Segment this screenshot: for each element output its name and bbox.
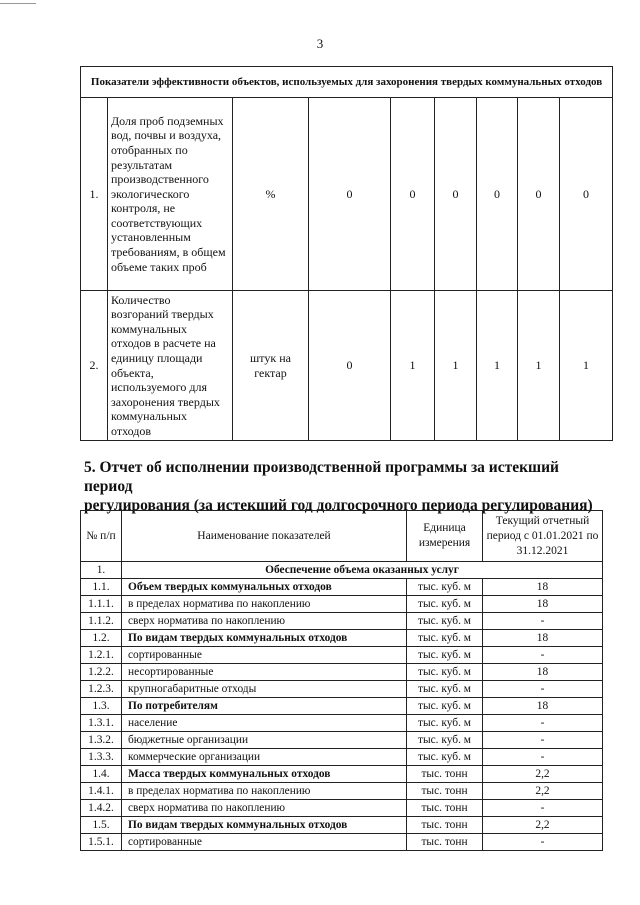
row-number: 1.3.2. [81,732,122,749]
row-number: 1.4.1. [81,783,122,800]
indicator-value: 1 [477,291,518,441]
indicator-unit: тыс. куб. м [407,613,483,630]
table-row [81,630,603,647]
indicator-value: 18 [483,698,603,715]
indicator-name: Масса твердых коммунальных отходов [122,766,407,783]
indicator-name: бюджетные организации [122,732,407,749]
table-row [81,715,603,732]
header-number: № п/п [81,511,122,562]
indicator-unit: тыс. тонн [407,800,483,817]
row-number: 1.5.1. [81,834,122,851]
indicator-value: 0 [391,98,435,291]
row-number: 1. [81,562,122,579]
indicator-value: 18 [483,664,603,681]
page-number: 3 [316,36,324,51]
indicator-value: - [483,647,603,664]
indicator-value: 0 [560,98,613,291]
indicator-value: 0 [309,98,391,291]
indicator-value: 2,2 [483,766,603,783]
efficiency-indicators-table [80,66,613,441]
indicator-name: несортированные [122,664,407,681]
indicator-unit: % [233,98,309,291]
table-header-row [81,511,603,562]
table-row [81,698,603,715]
table-row [81,647,603,664]
indicator-name: сортированные [122,647,407,664]
indicator-unit: тыс. куб. м [407,681,483,698]
indicator-unit: тыс. куб. м [407,630,483,647]
table-row [81,579,603,596]
table-row [81,783,603,800]
indicator-unit: тыс. куб. м [407,647,483,664]
section-5-heading [84,458,604,515]
indicator-name: сверх норматива по накоплению [122,613,407,630]
row-number: 1.2.2. [81,664,122,681]
indicator-value: 1 [435,291,477,441]
indicator-name: По потребителям [122,698,407,715]
indicator-value: 0 [518,98,560,291]
indicator-value: 0 [477,98,518,291]
table-row [81,562,603,579]
table-row [81,834,603,851]
indicator-name: Количество возгораний твердых коммунальных отходов в расчете на единицу площади объекта, используемого для захоронения твердых коммунальных отходов [108,291,233,441]
indicator-value: 1 [518,291,560,441]
header-period: Текущий отчетный период с 01.01.2021 по 31.12.2021 [483,511,603,562]
indicator-value: - [483,681,603,698]
row-number: 1.4. [81,766,122,783]
row-number: 1.1. [81,579,122,596]
indicator-value: - [483,834,603,851]
indicator-name: крупногабаритные отходы [122,681,407,698]
section-title: Обеспечение объема оказанных услуг [122,562,603,579]
table-row [81,732,603,749]
indicator-value: - [483,732,603,749]
indicator-value: 18 [483,596,603,613]
indicator-unit: тыс. тонн [407,766,483,783]
indicator-value: 18 [483,579,603,596]
table-row [81,664,603,681]
scan-edge-mark [0,0,36,4]
table-row [81,291,613,441]
row-number: 1.4.2. [81,800,122,817]
indicator-value: 0 [435,98,477,291]
row-number: 1.1.2. [81,613,122,630]
indicator-unit: тыс. куб. м [407,596,483,613]
indicator-unit: тыс. куб. м [407,715,483,732]
row-number: 2. [81,291,108,441]
indicator-value: 18 [483,630,603,647]
row-number: 1.3.3. [81,749,122,766]
section-5-heading-line2: регулирования (за истекший год долгосрочного периода регулирования) [84,497,593,514]
indicator-unit: тыс. куб. м [407,749,483,766]
row-number: 1.1.1. [81,596,122,613]
row-number: 1.5. [81,817,122,834]
indicator-value: 2,2 [483,783,603,800]
indicator-name: Доля проб подземных вод, почвы и воздуха, отобранных по результатам производственного экологического контроля, не соответствующих установленным требованиям, в общем объеме таких проб [108,98,233,291]
indicator-unit: тыс. куб. м [407,698,483,715]
section-5-heading-line1: 5. Отчет об исполнении производственной программы за истекший период [84,459,559,495]
table-row [81,596,603,613]
indicator-value: 0 [309,291,391,441]
table-row [81,766,603,783]
header-name: Наименование показателей [122,511,407,562]
indicator-name: в пределах норматива по накоплению [122,783,407,800]
indicator-value: 2,2 [483,817,603,834]
table-row [81,817,603,834]
indicator-value: 1 [391,291,435,441]
indicator-value: - [483,800,603,817]
header-unit: Единица измерения [407,511,483,562]
row-number: 1.2.3. [81,681,122,698]
indicator-name: По видам твердых коммунальных отходов [122,817,407,834]
table-row [81,681,603,698]
table-row [81,98,613,291]
efficiency-table-header: Показатели эффективности объектов, используемых для захоронения твердых коммунальных отходов [81,67,613,98]
indicator-unit: тыс. куб. м [407,732,483,749]
indicator-value: - [483,749,603,766]
indicator-name: сверх норматива по накоплению [122,800,407,817]
indicator-unit: тыс. тонн [407,834,483,851]
indicator-name: коммерческие организации [122,749,407,766]
row-number: 1. [81,98,108,291]
program-report-table [80,510,603,851]
indicator-value: - [483,715,603,732]
row-number: 1.3. [81,698,122,715]
row-number: 1.2. [81,630,122,647]
table-row [81,800,603,817]
row-number: 1.3.1. [81,715,122,732]
indicator-name: сортированные [122,834,407,851]
row-number: 1.2.1. [81,647,122,664]
indicator-name: население [122,715,407,732]
indicator-name: По видам твердых коммунальных отходов [122,630,407,647]
indicator-unit: тыс. куб. м [407,664,483,681]
table-row [81,613,603,630]
indicator-value: 1 [560,291,613,441]
indicator-name: Объем твердых коммунальных отходов [122,579,407,596]
indicator-value: - [483,613,603,630]
indicator-unit: тыс. тонн [407,817,483,834]
table-row [81,749,603,766]
indicator-unit: тыс. тонн [407,783,483,800]
indicator-name: в пределах норматива по накоплению [122,596,407,613]
indicator-unit: штук на гектар [233,291,309,441]
indicator-unit: тыс. куб. м [407,579,483,596]
